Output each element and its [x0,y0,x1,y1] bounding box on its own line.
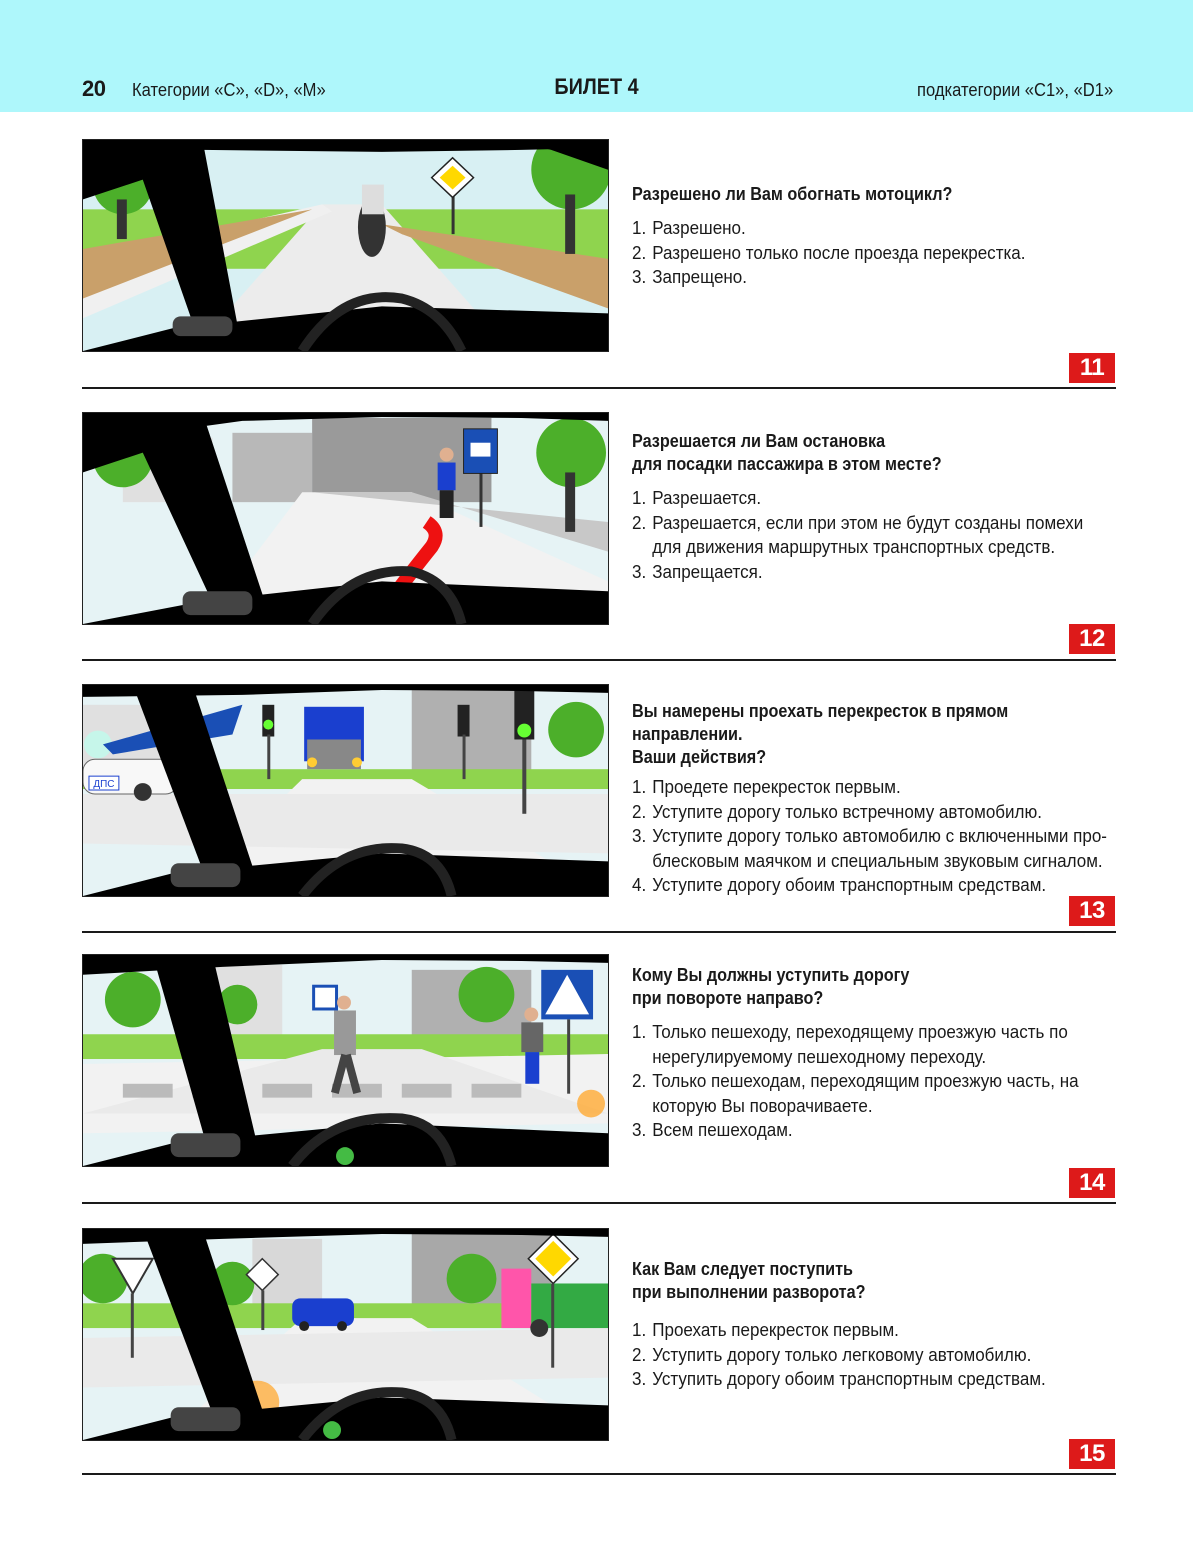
question-title: Разрешается ли Вам остановка для посадки пассажира в этом месте? [632,431,942,474]
question-number-badge: 13 [1069,896,1115,926]
question-title: Кому Вы должны уступить дорогу при повороте направо? [632,965,910,1008]
question-11 [0,139,1193,411]
question-illustration [82,1228,609,1441]
answer-option[interactable]: 3. Уступите дорогу только автомобилю с включенными про- [632,825,1107,846]
question-number-badge: 11 [1069,353,1115,383]
divider [82,1202,1116,1204]
answer-list [632,1020,1122,1143]
question-illustration [82,954,609,1167]
page-number: 20 [82,76,106,101]
answer-option[interactable]: 4. Уступите дорогу обоим транспортным средствам. [632,874,1047,895]
question-text [632,183,1122,290]
answer-option[interactable]: 3. Всем пешеходам. [632,1119,793,1140]
answer-option[interactable]: 2. Уступите дорогу только встречному автомобилю. [632,800,1042,822]
question-15 [0,1228,1193,1500]
divider [82,387,1116,389]
answer-option[interactable]: 1. Только пешеходу, переходящему проезжую часть по [632,1021,1068,1042]
question-number-badge: 14 [1069,1168,1115,1198]
answer-option[interactable]: 3. Уступить дорогу обоим транспортным средствам. [632,1368,1046,1389]
question-text [632,964,1122,1143]
answer-option[interactable]: 1. Проедете перекресток первым. [632,776,901,797]
question-illustration [82,139,609,352]
question-text [632,700,1122,898]
question-title: Вы намерены проехать перекресток в прямом направлении. Ваши действия? [632,701,1009,767]
answer-option[interactable]: 2. Разрешено только после проезда перекрестка. [632,241,1026,263]
answer-option[interactable]: 2. Только пешеходам, переходящим проезжую часть, на [632,1070,1079,1091]
divider [82,1473,1116,1475]
question-illustration [82,412,609,625]
answer-option-continued: нерегулируемому пешеходному переходу. [652,1045,987,1067]
answer-option-continued: которую Вы поворачиваете. [652,1094,873,1116]
ticket-title: БИЛЕТ 4 [554,74,639,99]
answer-option-continued: блесковым маячком и специальным звуковым сигналом. [652,849,1103,871]
answer-option[interactable]: 1. Разрешается. [632,487,762,508]
answer-option[interactable]: 3. Запрещено. [632,266,748,287]
divider [82,659,1116,661]
answer-list [632,216,1122,290]
question-number-badge: 12 [1069,624,1115,654]
answer-list [632,1318,1122,1392]
question-text [632,1258,1122,1392]
police-car-label: ДПС [93,779,115,791]
answer-option[interactable]: 2. Разрешается, если при этом не будут созданы помехи [632,511,1084,533]
answer-option[interactable]: 1. Разрешено. [632,217,746,238]
question-number-badge: 15 [1069,1439,1115,1469]
question-text [632,430,1122,584]
categories-left: Категории «C», «D», «M» [132,80,326,100]
answer-list [632,486,1122,584]
answer-option[interactable]: 3. Запрещается. [632,560,763,582]
answer-option-continued: для движения маршрутных транспортных средств. [652,536,1056,557]
question-title: Как Вам следует поступить при выполнении разворота? [632,1259,866,1302]
question-14 [0,954,1193,1226]
question-illustration [82,684,609,897]
question-13 [0,684,1193,956]
divider [82,931,1116,933]
question-title: Разрешено ли Вам обогнать мотоцикл? [632,184,953,204]
answer-option[interactable]: 1. Проехать перекресток первым. [632,1319,899,1340]
answer-option[interactable]: 2. Уступить дорогу только легковому автомобилю. [632,1343,1032,1365]
answer-list [632,775,1122,898]
categories-right: подкатегории «C1», «D1» [916,80,1113,100]
question-12 [0,412,1193,684]
